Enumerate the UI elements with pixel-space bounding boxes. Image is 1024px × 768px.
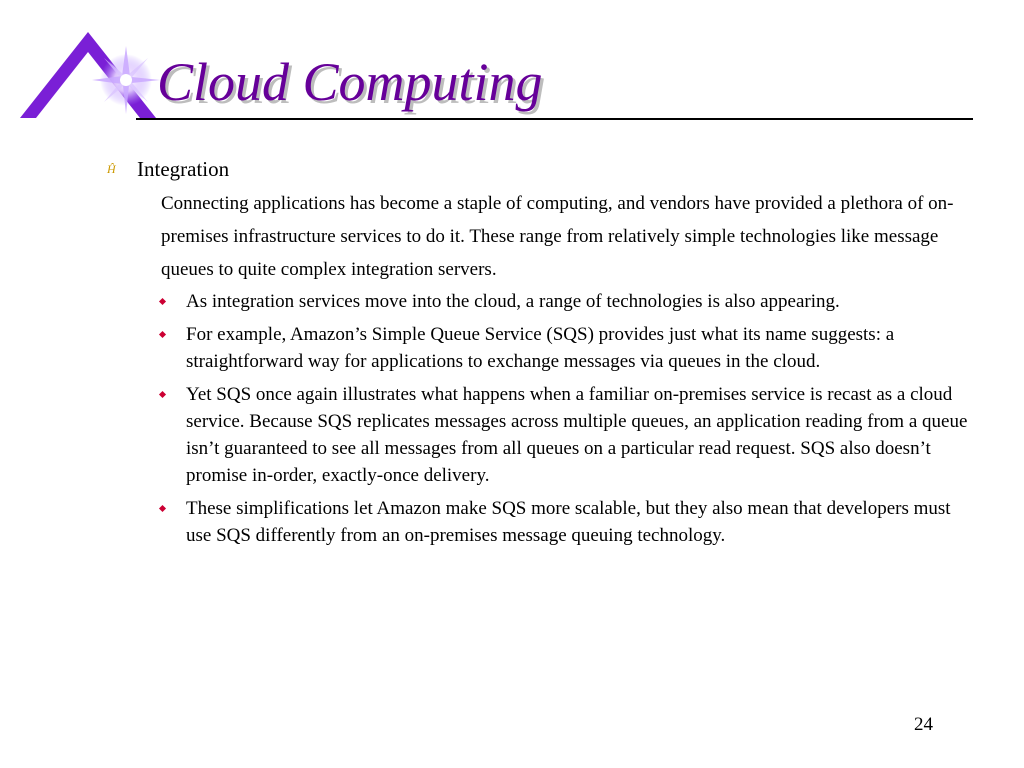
sub-bullet-list xyxy=(160,288,975,555)
diamond-bullet-icon xyxy=(159,505,166,512)
sub-bullet-item xyxy=(160,288,975,315)
bullet-heading: Integration xyxy=(137,157,230,181)
bullet-marker-icon: Ĥ xyxy=(107,162,116,176)
sub-bullet-item xyxy=(160,321,975,375)
sub-bullet-text: As integration services move into the cloud, a range of technologies is also appearing. xyxy=(186,291,840,312)
intro-paragraph: Connecting applications has become a staple of computing, and vendors have provided a plethora of on-premises infrastructure services to do it. These range from relatively simple technologies like message queues to quite complex integration servers. xyxy=(161,193,954,280)
sparkle-triangle-logo-icon xyxy=(20,28,170,124)
sub-bullet-item xyxy=(160,495,975,549)
diamond-bullet-icon xyxy=(159,331,166,338)
diamond-bullet-icon xyxy=(159,298,166,305)
page-number: 24 xyxy=(914,714,933,735)
bullet-integration xyxy=(107,158,229,186)
title-divider xyxy=(136,118,973,120)
sub-bullet-text: For example, Amazon’s Simple Queue Service (SQS) provides just what its name suggests: a straightforward way for applications to exchange messages via queues in the cloud. xyxy=(186,324,895,372)
sub-bullet-text: These simplifications let Amazon make SQS more scalable, but they also mean that developers must use SQS differently from an on-premises message queuing technology. xyxy=(186,498,951,546)
diamond-bullet-icon xyxy=(159,391,166,398)
page-title: Cloud Computing xyxy=(157,52,543,112)
sub-bullet-text: Yet SQS once again illustrates what happens when a familiar on-premises service is recast as a cloud service. Because SQS replicates messages across multiple queues, an application reading from a queue isn’t guaranteed to see all messages from all queues on a particular read request. SQS also doesn’t promise in-order, exactly-once delivery. xyxy=(186,384,968,486)
sub-bullet-item xyxy=(160,381,975,489)
